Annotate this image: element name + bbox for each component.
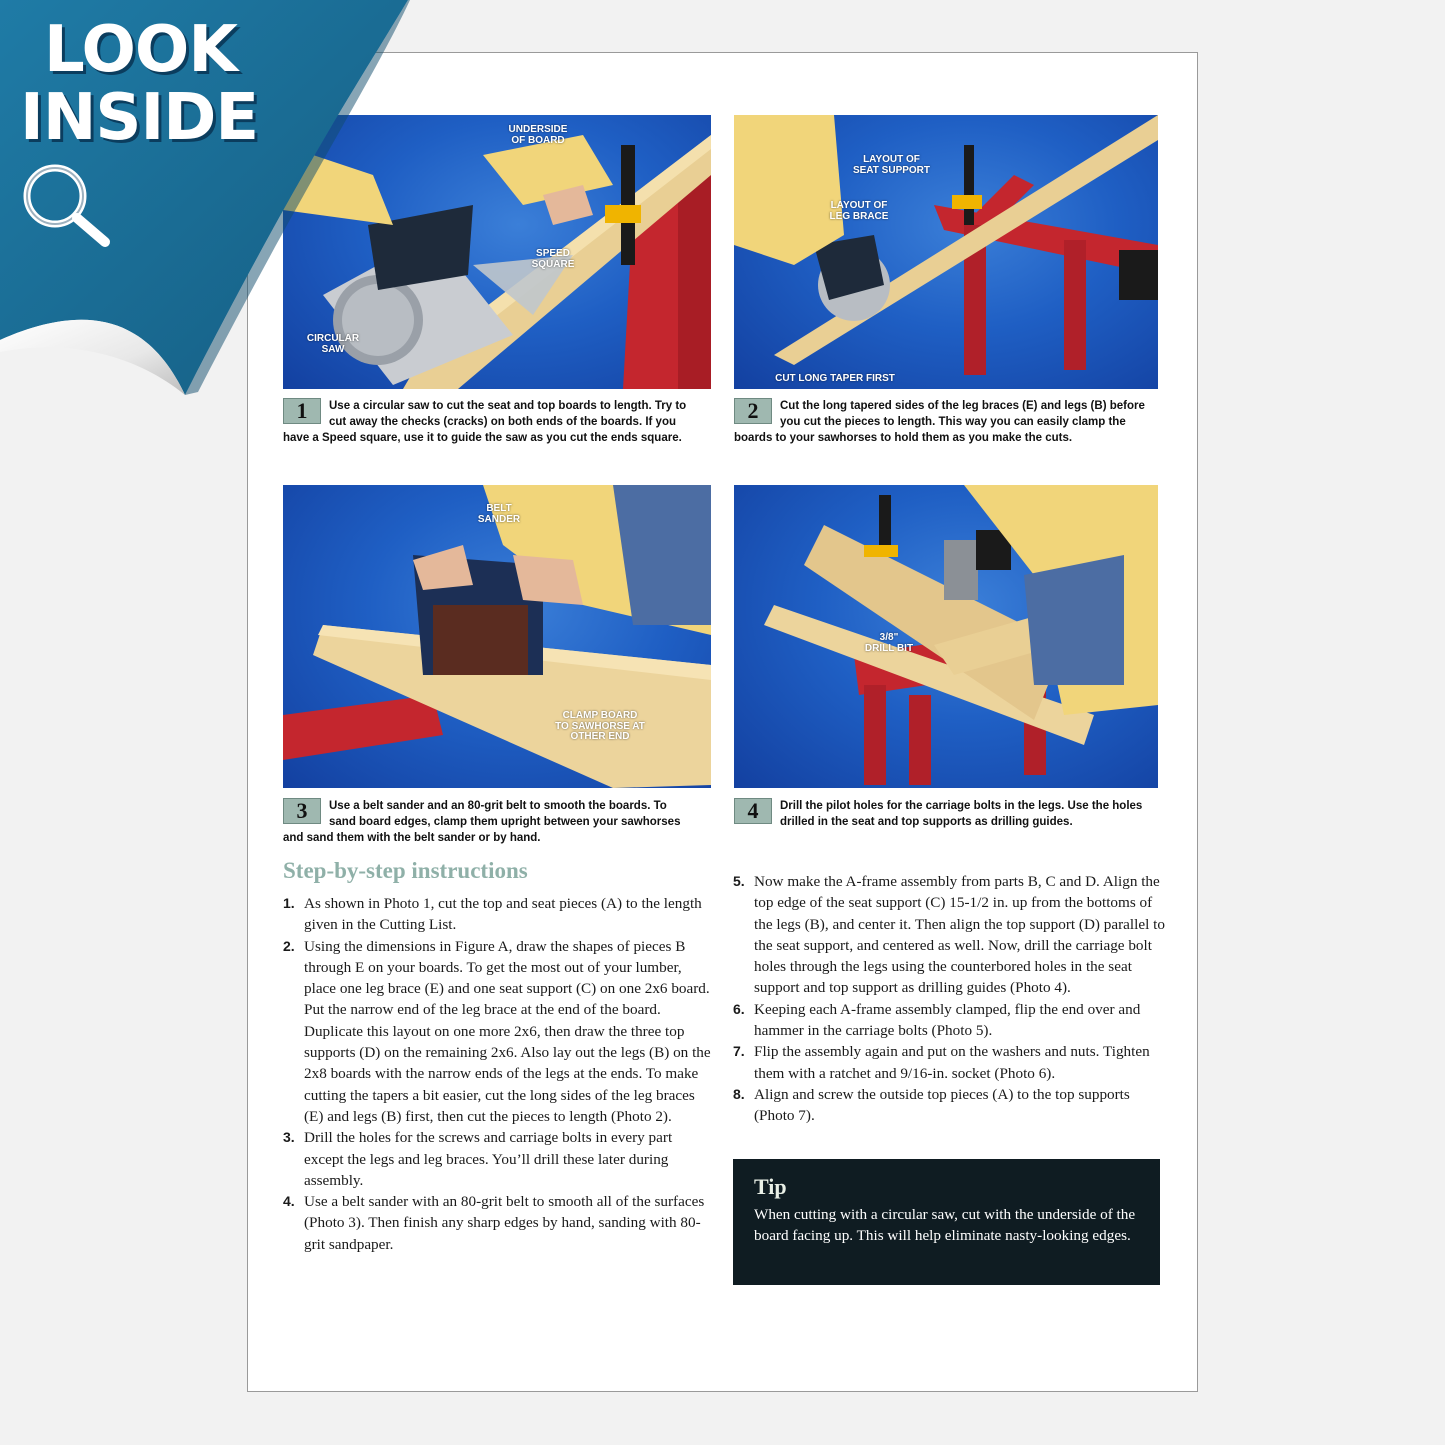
tip-title: Tip: [754, 1174, 787, 1199]
step-text: Now make the A-frame assembly from parts B, C and D. Align the top edge of the seat support (C) 15-1/2 in. up from the bottoms of the legs (B), and center it. Then align the top support (D) parallel to the seat support, and centered as well. Now, drill the carriage bolt holes through the legs using the counterbored holes in the seat support and top support as drilling guides (Photo 4).: [754, 873, 1165, 997]
tip-box: [733, 1159, 1160, 1285]
step-number: 4.: [283, 1193, 295, 1210]
banner-inside: INSIDE: [20, 81, 259, 155]
step-number: 2.: [283, 937, 295, 954]
list-item: [283, 936, 711, 1128]
photo-4-drill: [734, 485, 1158, 788]
list-item: [733, 1084, 1165, 1127]
photo-2-taper-cut: [734, 115, 1158, 389]
step-number: 3.: [283, 1129, 295, 1146]
callout-circular-saw: CIRCULAR SAW: [306, 333, 360, 355]
callout-speed-square: SPEED SQUARE: [531, 248, 575, 270]
photo-3-belt-sander: [283, 485, 711, 788]
steps-list-right: [733, 871, 1165, 1127]
callout-cut-long-taper: CUT LONG TAPER FIRST: [775, 373, 895, 384]
steps-list-left: [283, 893, 711, 1255]
caption-4-text: Drill the pilot holes for the carriage bolts in the legs. Use the holes drilled in the seat and top supports as drilling guides.: [780, 800, 1143, 828]
callout-drill-bit: 3/8" DRILL BIT: [864, 632, 914, 654]
caption-3: [283, 798, 693, 846]
callout-clamp-board: CLAMP BOARD TO SAWHORSE AT OTHER END: [555, 710, 645, 742]
caption-3-number: 3: [283, 798, 321, 824]
callout-layout-seat-support: LAYOUT OF SEAT SUPPORT: [852, 154, 931, 176]
caption-2: [734, 398, 1164, 446]
caption-2-text: Cut the long tapered sides of the leg braces (E) and legs (B) before you cut the pieces to length. This way you can easily clamp the boards to your sawhorses to hold them as you make the cuts.: [734, 400, 1145, 444]
callout-belt-sander: BELT SANDER: [477, 503, 521, 525]
step-text: Keeping each A-frame assembly clamped, flip the end over and hammer in the carriage bolts (Photo 5).: [754, 1000, 1141, 1040]
list-item: [733, 871, 1165, 999]
list-item: [733, 1041, 1165, 1084]
list-item: [283, 1191, 711, 1255]
list-item: [283, 1127, 711, 1191]
step-number: 1.: [283, 895, 295, 911]
caption-1-text: Use a circular saw to cut the seat and top boards to length. Try to cut away the checks (cracks) on both ends of the boards. If you have a Speed square, use it to guide the saw as you cut the ends square.: [283, 400, 687, 444]
step-text: Using the dimensions in Figure A, draw the shapes of pieces B through E on your boards. To get the most out of your lumber, place one leg brace (E) and one seat support (C) on one 2x6 board. Put the narrow end of the leg brace at the end of the board. Duplicate this layout on one more 2x6, then draw the three top supports (D) on the remaining 2x6. Also lay out the legs (B) on the 2x8 boards with the narrow ends of the legs at the ends. To make cutting the tapers a bit easier, cut the long sides of the leg braces (E) and legs (B) first, then cut the pieces to length (Photo 2).: [304, 937, 711, 1125]
caption-1-number: 1: [283, 398, 321, 424]
caption-4-number: 4: [734, 798, 772, 824]
step-number: 7.: [733, 1043, 745, 1060]
step-text: As shown in Photo 1, cut the top and seat pieces (A) to the length given in the Cutting List.: [304, 895, 702, 934]
step-text: Drill the holes for the screws and carriage bolts in every part except the legs and leg braces. You’ll drill these later during assembly.: [304, 1129, 673, 1189]
step-text: Flip the assembly again and put on the washers and nuts. Tighten them with a ratchet and 9/16-in. socket (Photo 6).: [754, 1043, 1150, 1082]
list-item: [733, 999, 1165, 1042]
callout-layout-leg-brace: LAYOUT OF LEG BRACE: [829, 200, 889, 222]
banner-look: LOOK: [44, 13, 237, 87]
tip-text: When cutting with a circular saw, cut with the underside of the board facing up. This will help eliminate nasty-looking edges.: [754, 1206, 1136, 1245]
caption-3-text: Use a belt sander and an 80-grit belt to smooth the boards. To sand board edges, clamp them upright between your sawhorses and sand them with the belt sander or by hand.: [283, 800, 681, 844]
step-number: 8.: [733, 1085, 745, 1102]
caption-2-number: 2: [734, 398, 772, 424]
callout-underside-of-board: UNDERSIDE OF BOARD: [508, 124, 568, 146]
section-heading: Step-by-step instructions: [283, 858, 528, 883]
step-text: Use a belt sander with an 80-grit belt to smooth all of the surfaces (Photo 3). Then finish any sharp edges by hand, sanding with 80-grit sandpaper.: [304, 1193, 705, 1253]
caption-1: [283, 398, 693, 446]
list-item: [283, 893, 711, 936]
step-text: Align and screw the outside top pieces (A) to the top supports (Photo 7).: [754, 1085, 1130, 1125]
step-number: 6.: [733, 1000, 745, 1017]
step-number: 5.: [733, 873, 745, 889]
caption-4: [734, 798, 1144, 830]
